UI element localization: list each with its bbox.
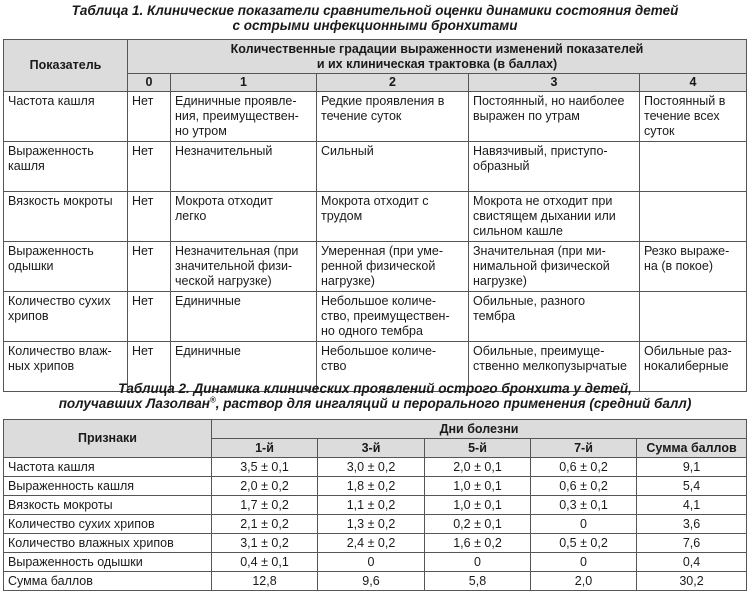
table2-cell: 9,1 <box>637 458 747 477</box>
table2-day-header: 5-й <box>425 439 531 458</box>
table1-cell <box>469 92 640 142</box>
table1-cell-line: Единичные <box>175 344 241 358</box>
table1-cell <box>640 92 747 142</box>
table2-cell: 4,1 <box>637 496 747 515</box>
table2-cell: 2,1 ± 0,2 <box>212 515 318 534</box>
table1-cell-line: Постоянный в <box>644 94 726 108</box>
table1-caption-line2: с острыми инфекционными бронхитами <box>232 18 518 33</box>
table2-row <box>4 553 747 572</box>
table1-cell <box>469 292 640 342</box>
table1-row-name-line: Выраженность <box>8 244 94 258</box>
table1-header-group <box>128 40 747 74</box>
table1-cell-line: трудом <box>321 209 363 223</box>
table1-grade-header: 2 <box>317 74 469 92</box>
table2-cell: 1,3 ± 0,2 <box>318 515 425 534</box>
table1-cell <box>128 192 171 242</box>
table1-cell-line: выражен по утрам <box>473 109 580 123</box>
table1-row-name-line: Выраженность <box>8 144 94 158</box>
table1-cell-line: Мокрота не отходит при <box>473 194 613 208</box>
table1-cell <box>128 292 171 342</box>
table1-cell <box>128 142 171 192</box>
table1-cell-line: ческой нагрузке) <box>175 274 272 288</box>
table1-grade-header: 3 <box>469 74 640 92</box>
table1-cell-line: нокалиберные <box>644 359 729 373</box>
table2-row-name: Выраженность кашля <box>4 477 212 496</box>
table1-row-name <box>4 192 128 242</box>
table1-grade-header: 0 <box>128 74 171 92</box>
table1-cell-line: Нет <box>132 344 154 358</box>
table2-caption-line2-post: , раствор для ингаляций и перорального применения (средний балл) <box>215 396 692 411</box>
table2-row <box>4 534 747 553</box>
table2-cell: 30,2 <box>637 572 747 591</box>
table1-cell <box>171 142 317 192</box>
table2-cell: 3,5 ± 0,1 <box>212 458 318 477</box>
table2-cell: 3,1 ± 0,2 <box>212 534 318 553</box>
table2-row-name: Частота кашля <box>4 458 212 477</box>
table1-cell <box>469 192 640 242</box>
table1-cell-line: но одного тембра <box>321 324 423 338</box>
table2-cell: 1,0 ± 0,1 <box>425 496 531 515</box>
table1-cell <box>171 92 317 142</box>
table2-cell: 9,6 <box>318 572 425 591</box>
table2-cell: 0 <box>531 553 637 572</box>
table2-cell: 0,4 <box>637 553 747 572</box>
table2-cell: 0,3 ± 0,1 <box>531 496 637 515</box>
table1-cell-line: Навязчивый, приступо- <box>473 144 608 158</box>
table1-cell-line: Умеренная (при уме- <box>321 244 443 258</box>
table1-grade-header: 4 <box>640 74 747 92</box>
table2-row <box>4 496 747 515</box>
table1-cell-clip <box>321 344 464 375</box>
table2-cell: 5,4 <box>637 477 747 496</box>
table1-cell-line: Значительная (при ми- <box>473 244 606 258</box>
table1-row-name-line: хрипов <box>8 309 49 323</box>
table1-cell <box>128 92 171 142</box>
table1-cell-line: Обильные раз- <box>644 344 732 358</box>
table1-cell <box>317 142 469 192</box>
table1-cell-line: легко <box>175 209 207 223</box>
table1-row <box>4 242 747 292</box>
table1-grade-header: 1 <box>171 74 317 92</box>
table1-cell-clip <box>644 344 742 375</box>
table1-cell-line: Нет <box>132 244 154 258</box>
table1-row <box>4 142 747 192</box>
table1-cell <box>640 142 747 192</box>
table2-cell: 2,0 <box>531 572 637 591</box>
table1-cell <box>128 242 171 292</box>
table1-cell-line: суток <box>644 124 675 138</box>
table1-cell-line: Редкие проявления в <box>321 94 445 108</box>
table1-cell <box>469 242 640 292</box>
table2-day-header: 1-й <box>212 439 318 458</box>
table1-row-name <box>4 142 128 192</box>
table1-cell <box>317 242 469 292</box>
table1-cell-line: тембра <box>473 309 516 323</box>
table2-cell: 3,0 ± 0,2 <box>318 458 425 477</box>
table2-cell: 5,8 <box>425 572 531 591</box>
table2-cell: 12,8 <box>212 572 318 591</box>
table1-cell <box>640 192 747 242</box>
table1-row <box>4 92 747 142</box>
table1-cell-line: Постоянный, но наиболее <box>473 94 625 108</box>
table1-cell-line: Нет <box>132 144 154 158</box>
table1-cell-line: течение суток <box>321 109 402 123</box>
table1-cell-line: ственно мелкопузырчатые <box>473 359 627 373</box>
table1 <box>3 39 747 392</box>
table1-cell-line: но утром <box>175 124 227 138</box>
table1-cell-line: Единичные проявле- <box>175 94 297 108</box>
table2-day-header: 3-й <box>318 439 425 458</box>
table2-cell: 1,6 ± 0,2 <box>425 534 531 553</box>
table2-cell: 3,6 <box>637 515 747 534</box>
table2-caption-line1: Таблица 2. Динамика клинических проявлений острого бронхита у детей, <box>118 381 632 396</box>
table2-cell: 0 <box>531 515 637 534</box>
table2-row <box>4 477 747 496</box>
table1-cell-line: Обильные, разного <box>473 294 586 308</box>
table1-cell-line: Сильный <box>321 144 374 158</box>
table2-cell: 0 <box>318 553 425 572</box>
table1-cell-clip <box>132 344 166 375</box>
table2-cell: 7,6 <box>637 534 747 553</box>
table1-cell-line: Единичные <box>175 294 241 308</box>
table1-row-name-line: Количество влаж- <box>8 344 112 358</box>
table2-cell: 0,2 ± 0,1 <box>425 515 531 534</box>
table2-row-name: Выраженность одышки <box>4 553 212 572</box>
table1-cell-line: нимальной физической <box>473 259 610 273</box>
table1-cell <box>469 142 640 192</box>
table2-day-header: Сумма баллов <box>637 439 747 458</box>
table1-cell <box>317 192 469 242</box>
table1-cell <box>171 292 317 342</box>
table1-cell <box>640 292 747 342</box>
table2 <box>3 419 747 591</box>
table1-header-group-line2: и их клиническая трактовка (в баллах) <box>316 56 558 71</box>
table2-caption <box>0 381 750 411</box>
table1-cell-line: ренной физической <box>321 259 436 273</box>
table2-cell: 0,5 ± 0,2 <box>531 534 637 553</box>
table1-cell-line: сильном кашле <box>473 224 563 238</box>
table2-cell: 0,6 ± 0,2 <box>531 477 637 496</box>
table2-cell: 0,4 ± 0,1 <box>212 553 318 572</box>
table1-cell-clip <box>175 344 312 375</box>
table1-cell-line: нагрузке) <box>321 274 375 288</box>
table1-cell <box>171 242 317 292</box>
table2-cell: 0,6 ± 0,2 <box>531 458 637 477</box>
table1-cell <box>317 292 469 342</box>
table1-row-name-line: Вязкость мокроты <box>8 194 113 208</box>
table1-row-name-line: кашля <box>8 159 45 173</box>
table2-caption-line2-pre: получавших Лазолван <box>58 396 210 411</box>
table1-row-name <box>4 242 128 292</box>
table1-row-name-line: ных хрипов <box>8 359 75 373</box>
table2-row-name: Вязкость мокроты <box>4 496 212 515</box>
table1-cell <box>640 242 747 292</box>
table1-header-group-line1: Количественные градации выраженности изменений показателей <box>230 41 644 56</box>
table1-cell-line: течение всех <box>644 109 720 123</box>
table1-row-name <box>4 92 128 142</box>
table2-row <box>4 572 747 591</box>
table2-row-name: Сумма баллов <box>4 572 212 591</box>
table1-cell-line: Небольшое количе- <box>321 344 437 358</box>
table1-cell-line: Мокрота отходит с <box>321 194 429 208</box>
table1-cell-line: Нет <box>132 294 154 308</box>
table2-day-header: 7-й <box>531 439 637 458</box>
table1-cell-line: свистящем дыхании или <box>473 209 616 223</box>
table1-header-indicator: Показатель <box>4 40 128 92</box>
table1-cell <box>317 92 469 142</box>
table2-cell: 1,8 ± 0,2 <box>318 477 425 496</box>
table1-cell-line: значительной физи- <box>175 259 293 273</box>
table1-caption <box>0 3 750 33</box>
table1-row-name-line: Количество сухих <box>8 294 111 308</box>
table1-row-name-line: Частота кашля <box>8 94 95 108</box>
table2-cell: 2,4 ± 0,2 <box>318 534 425 553</box>
table1-cell-line: ство <box>321 359 347 373</box>
table1-caption-line1: Таблица 1. Клинические показатели сравнительной оценки динамики состояния детей <box>71 3 679 18</box>
table2-cell: 1,1 ± 0,2 <box>318 496 425 515</box>
table2-header-days: Дни болезни <box>212 420 747 439</box>
table1-row <box>4 192 747 242</box>
table1-row <box>4 292 747 342</box>
table1-row-name-line: одышки <box>8 259 54 273</box>
table2-header-signs: Признаки <box>4 420 212 458</box>
registered-mark: ® <box>209 395 216 405</box>
table2-row-name: Количество сухих хрипов <box>4 515 212 534</box>
table2-row <box>4 458 747 477</box>
table2-row <box>4 515 747 534</box>
table2-row-name: Количество влажных хрипов <box>4 534 212 553</box>
table1-cell-line: образный <box>473 159 530 173</box>
table1-cell-line: ния, преимуществен- <box>175 109 299 123</box>
table2-cell: 2,0 ± 0,2 <box>212 477 318 496</box>
table2-caption-line2 <box>0 396 750 411</box>
table1-cell-line: Незначительный <box>175 144 273 158</box>
table2-cell: 0 <box>425 553 531 572</box>
table1-cell-line: нагрузке) <box>473 274 527 288</box>
table1-cell-line: Небольшое количе- <box>321 294 437 308</box>
table2-cell: 1,7 ± 0,2 <box>212 496 318 515</box>
table2-cell: 1,0 ± 0,1 <box>425 477 531 496</box>
table1-cell-line: на (в покое) <box>644 259 714 273</box>
table1-cell-line: Незначительная (при <box>175 244 299 258</box>
table1-cell-line: ство, преимуществен- <box>321 309 450 323</box>
table2-cell: 2,0 ± 0,1 <box>425 458 531 477</box>
table1-cell-line: Мокрота отходит <box>175 194 273 208</box>
table1-row-name <box>4 292 128 342</box>
table1-cell-line: Нет <box>132 94 154 108</box>
table1-cell-line: Обильные, преимуще- <box>473 344 605 358</box>
table1-cell-clip <box>473 344 635 375</box>
table1-cell-line: Нет <box>132 194 154 208</box>
table1-cell-line: Резко выраже- <box>644 244 730 258</box>
table1-cell <box>171 192 317 242</box>
